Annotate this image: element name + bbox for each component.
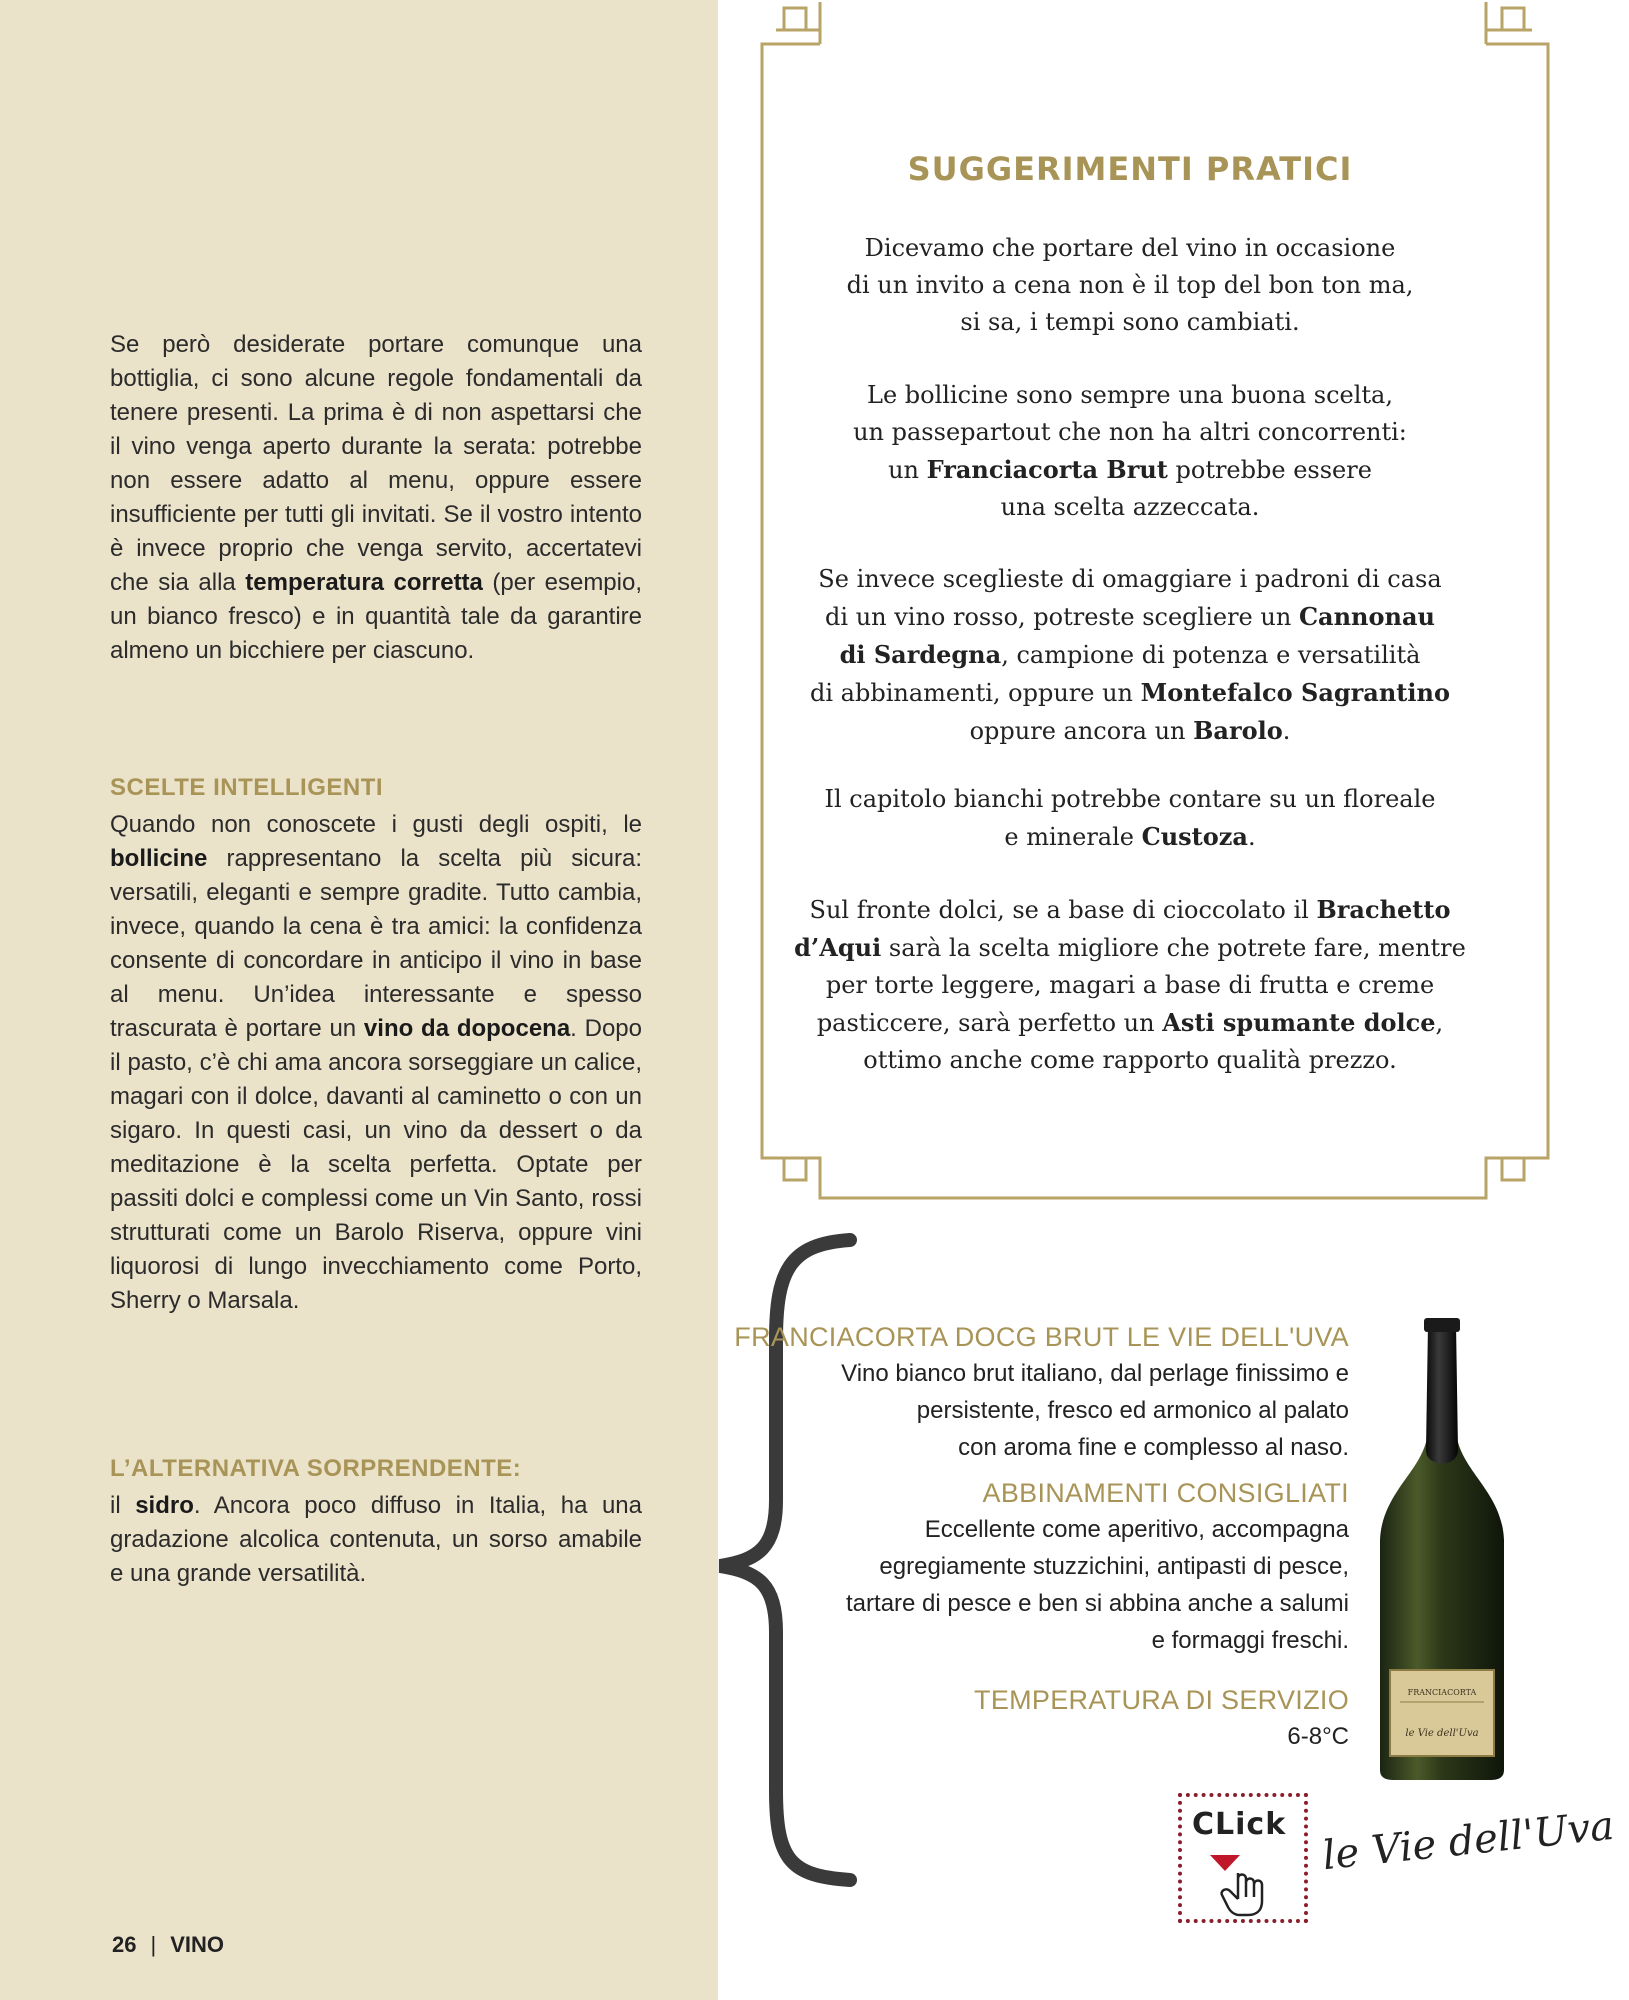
serving-temp-value: 6-8°C [1287,1723,1349,1750]
footer-separator: | [150,1932,157,1957]
bottle-label-text: FRANCIACORTA [1407,1688,1477,1697]
scelte-paragraph: Quando non conoscete i gusti degli ospiti, le bollicine rappresentano la scelta più sicura: versatili, eleganti e sempre gradite. Tutto cambia, invece, quando la cena è tra amici: la confidenza consente di concordare in anticipo il vino in base al menu. Un’idea interessante e spesso trascurata è portare un vino da dopocena. Dopo il pasto, c’è chi ama ancora sorseggiare un calice, magari con il dolce, davanti al caminetto o con un sigaro. In questi casi, un vino da dessert o da meditazione è la scelta perfetta. Optate per passiti dolci e complessi come un Vin Santo, rossi strutturati come un Barolo Riserva, oppure vini liquorosi di lungo invecchiamento come Porto, Sherry o Marsala. [110,811,642,1314]
product-info [734,1322,1349,1755]
description-line: con aroma fine e complesso al naso. [958,1434,1349,1461]
page-number: 26 [112,1932,137,1957]
bold-term: Barolo [1193,716,1283,745]
bold-term: Custoza [1141,822,1248,851]
description-line: persistente, fresco ed armonico al palato [916,1397,1349,1424]
bold-term: Asti spumante dolce [1162,1008,1436,1037]
bottle-label [1390,1670,1494,1756]
bold-term: Brachetto [1316,895,1451,924]
pointing-hand-icon [1200,1849,1290,1919]
heading-alternativa: L’ALTERNATIVA SORPRENDENTE: [110,1455,522,1482]
wine-bottle-image [1372,1300,1512,1780]
page-footer [112,1932,224,1958]
pairings-line: Eccellente come aperitivo, accompagna [924,1516,1349,1543]
bold-term: Franciacorta Brut [926,455,1168,484]
intro-paragraph: Se però desiderate portare comunque una bottiglia, ci sono alcune regole fondamentali da tenere presenti. La prima è di non aspettarsi che il vino venga aperto durante la serata: potrebbe non essere adatto al menu, oppure essere insufficiente per tutti gli invitati. Se il vostro intento è invece proprio che venga servito, accertatevi che sia alla temperatura corretta (per esempio, un bianco fresco) e in quantità tale da garantire almeno un bicchiere per ciascuno. [110,331,643,664]
tips-paragraph-5: Sul fronte dolci, se a base di cioccolato il Brachetto d’Aqui sarà la scelta migliore che potrete fare, mentre per torte leggere, magari a base di frutta e creme pasticcere, sarà perfetto un Asti spumante dolce, ottimo anche come rapporto qualità prezzo. [794,895,1466,1074]
bold-term: bollicine [110,845,208,872]
bold-term: temperatura corretta [245,569,483,596]
tips-paragraph-1: Dicevamo che portare del vino in occasione di un invito a cena non è il top del bon ton ma, si sa, i tempi sono cambiati. [846,234,1414,336]
heading-scelte-intelligenti: SCELTE INTELLIGENTI [110,774,384,801]
product-name: FRANCIACORTA DOCG BRUT LE VIE DELL'UVA [734,1322,1349,1352]
bold-term: Cannonau [1298,602,1435,631]
bold-term: Montefalco Sagrantino [1140,678,1450,707]
tips-paragraph-4: Il capitolo bianchi potrebbe contare su un floreale e minerale Custoza. [824,785,1436,851]
serving-temp-heading: TEMPERATURA DI SERVIZIO [974,1685,1349,1715]
alternativa-paragraph: il sidro. Ancora poco diffuso in Italia, ha una gradazione alcolica contenuta, un sorso amabile e una grande versatilità. [110,1492,642,1587]
bold-term: sidro [135,1492,194,1519]
tips-paragraph-3: Se invece sceglieste di omaggiare i padroni di casa di un vino rosso, potreste scegliere un Cannonau di Sardegna, campione di potenza e versatilità di abbinamenti, oppure un Montefalco Sagrantino oppure ancora un Barolo. [810,565,1450,745]
tips-paragraph-2: Le bollicine sono sempre una buona scelta, un passepartout che non ha altri concorrenti: un Franciacorta Brut potrebbe essere una scelta azzeccata. [853,381,1407,521]
section-name: VINO [170,1932,224,1957]
bottle-label-script: le Vie dell'Uva [1405,1728,1479,1739]
bold-term: vino da dopocena [363,1015,571,1042]
bold-term: d’Aqui [794,933,882,962]
click-button[interactable] [1178,1793,1308,1923]
brand-signature: le Vie dell'Uva [1320,1802,1617,1880]
description-line: Vino bianco brut italiano, dal perlage finissimo e [841,1360,1349,1387]
pairings-heading: ABBINAMENTI CONSIGLIATI [982,1478,1349,1508]
pairings-line: tartare di pesce e ben si abbina anche a salumi [846,1590,1349,1617]
product-description [734,1355,1349,1466]
tips-title: SUGGERIMENTI PRATICI [907,150,1353,188]
click-label: CLick [1192,1807,1287,1842]
pairings-line: egregiamente stuzzichini, antipasti di pesce, [879,1553,1349,1580]
pairings-text [734,1511,1349,1659]
bold-term: di Sardegna [839,640,1002,669]
pairings-line: e formaggi freschi. [1151,1627,1349,1654]
